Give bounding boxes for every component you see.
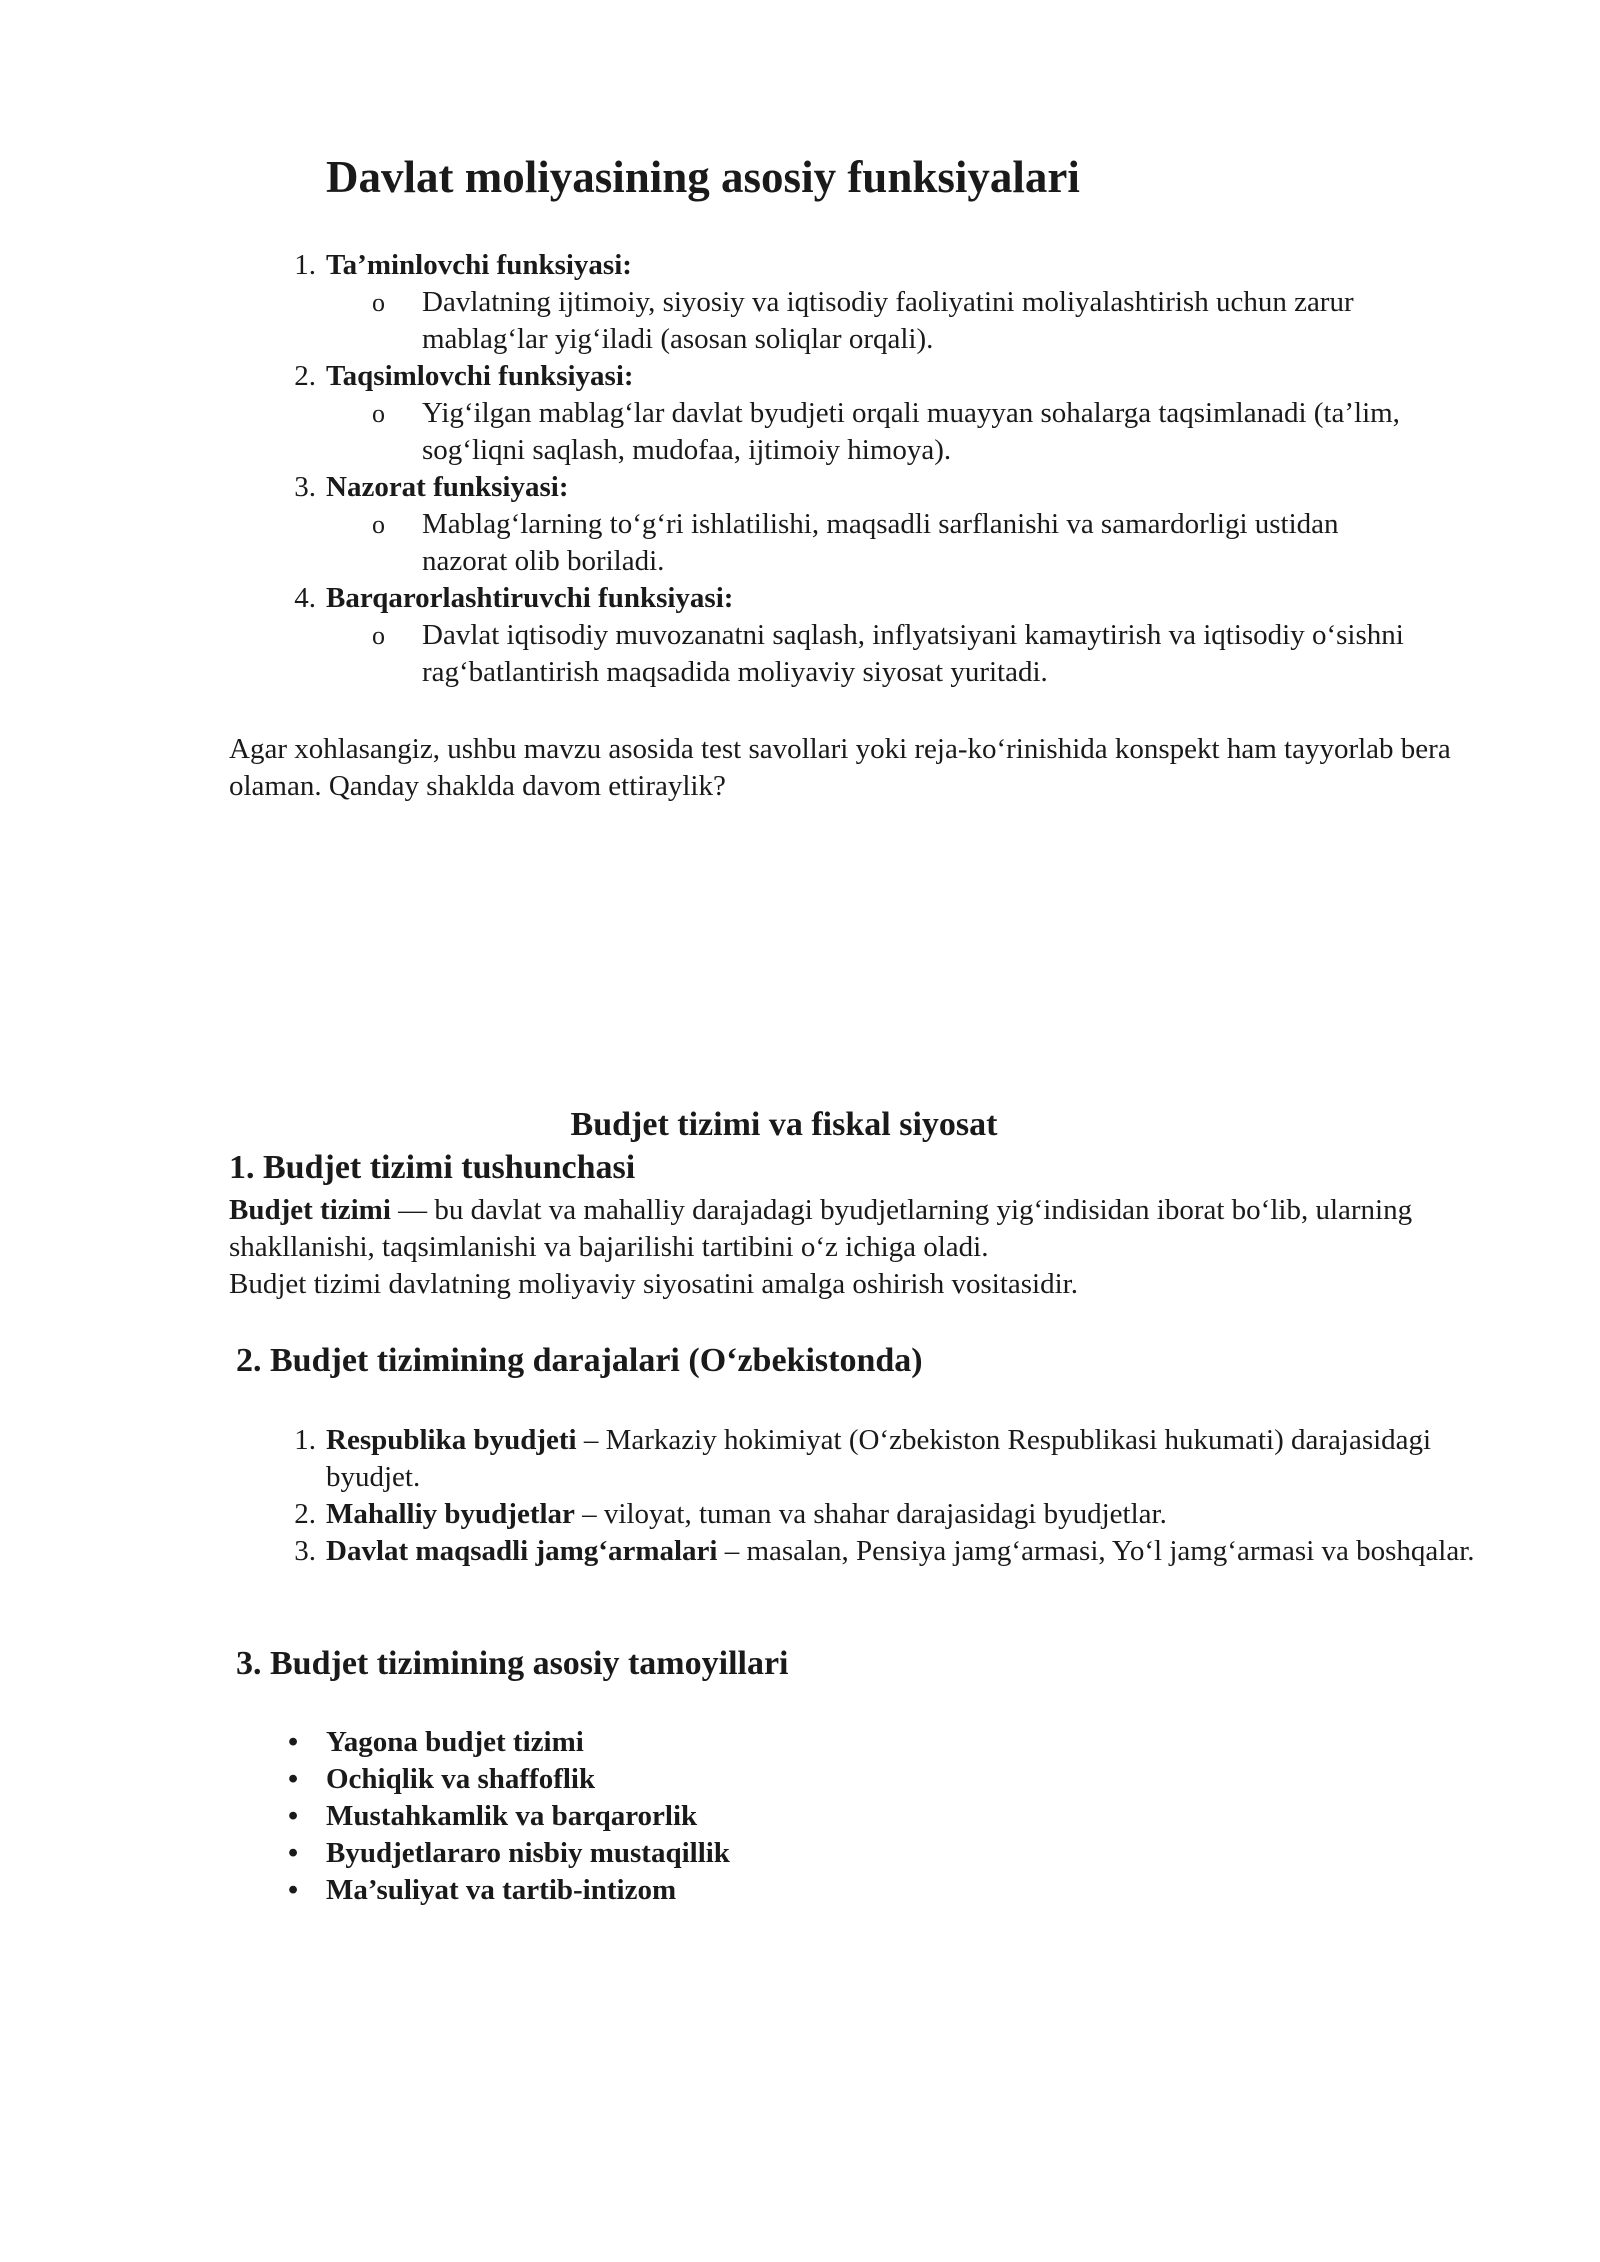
- list-item: [276, 1872, 1176, 1909]
- level-term: Respublika byudjeti: [326, 1424, 577, 1456]
- principle-text: Mustahkamlik va barqarorlik: [326, 1800, 698, 1832]
- bullet-marker: o: [372, 399, 385, 428]
- list-number: 4.: [294, 582, 316, 614]
- budget-heading: Budjet tizimi va fiskal siyosat: [570, 1106, 998, 1143]
- function-detail: [372, 284, 1476, 358]
- principle-text: Ma’suliyat va tartib-intizom: [326, 1874, 677, 1906]
- bullet-marker: o: [372, 510, 385, 539]
- function-detail: [372, 395, 1476, 469]
- budget-definition: [229, 1192, 1479, 1303]
- function-detail-list: [326, 395, 1476, 469]
- level-text: – Markaziy hokimiyat (O‘zbekiston Respublikasi hukumati) darajasidagi byudjet.: [326, 1424, 1432, 1493]
- function-detail-list: [326, 617, 1476, 691]
- definition-text: — bu davlat va mahalliy darajadagi byudjetlarning yig‘indisidan iborat bo‘lib, ularning shakllanishi, taqsimlanishi va bajarilishi tartibini o‘z ichiga oladi.: [229, 1194, 1413, 1263]
- closing-paragraph: Agar xohlasangiz, ushbu mavzu asosida test savollari yoki reja-ko‘rinishida konspekt ham tayyorlab bera olaman. Qanday shaklda davom ettiraylik?: [229, 733, 1451, 802]
- level-term: Davlat maqsadli jamg‘armalari: [326, 1535, 718, 1567]
- definition-note: Budjet tizimi davlatning moliyaviy siyosatini amalga oshirish vositasidir.: [229, 1268, 1078, 1300]
- functions-list: [276, 247, 1476, 691]
- list-number: 3.: [294, 1535, 316, 1567]
- list-number: 3.: [294, 471, 316, 503]
- function-detail-text: Mablag‘larning to‘g‘ri ishlatilishi, maqsadli sarflanishi va samardorligi ustidan nazorat olib boriladi.: [422, 508, 1339, 577]
- list-number: 2.: [294, 1498, 316, 1530]
- function-name: Ta’minlovchi funksiyasi:: [326, 249, 632, 281]
- bullet-marker: o: [372, 621, 385, 650]
- function-detail: [372, 506, 1476, 580]
- function-detail-text: Davlat iqtisodiy muvozanatni saqlash, inflyatsiyani kamaytirish va iqtisodiy o‘sishni rag‘batlantirish maqsadida moliyaviy siyosat yuritadi.: [422, 619, 1404, 688]
- level-text: – viloyat, tuman va shahar darajasidagi byudjetlar.: [574, 1498, 1167, 1530]
- list-item: [276, 469, 1476, 580]
- list-item: [276, 1724, 1176, 1761]
- document-title: Davlat moliyasining asosiy funksiyalari: [326, 152, 1080, 202]
- section-heading: 2. Budjet tizimining darajalari (O‘zbekistonda): [236, 1342, 923, 1379]
- bullet-marker: •: [288, 1837, 299, 1869]
- principle-text: Byudjetlararo nisbiy mustaqillik: [326, 1837, 730, 1869]
- function-detail-text: Davlatning ijtimoiy, siyosiy va iqtisodiy faoliyatini moliyalashtirish uchun zarur mablag‘lar yig‘iladi (asosan soliqlar orqali).: [422, 286, 1354, 355]
- list-number: 1.: [294, 1424, 316, 1456]
- level-term: Mahalliy byudjetlar: [326, 1498, 575, 1530]
- function-detail-list: [326, 506, 1476, 580]
- bullet-marker: •: [288, 1800, 299, 1832]
- list-item: [276, 1422, 1476, 1496]
- section-heading: 3. Budjet tizimining asosiy tamoyillari: [236, 1645, 789, 1682]
- bullet-marker: •: [288, 1874, 299, 1906]
- function-name: Barqarorlashtiruvchi funksiyasi:: [326, 582, 734, 614]
- principles-list: [276, 1724, 1176, 1909]
- list-item: [276, 1496, 1476, 1533]
- bullet-marker: •: [288, 1726, 299, 1758]
- function-detail-list: [326, 284, 1476, 358]
- principle-text: Yagona budjet tizimi: [326, 1726, 584, 1758]
- definition-term: Budjet tizimi: [229, 1194, 391, 1226]
- list-item: [276, 358, 1476, 469]
- list-item: [276, 247, 1476, 358]
- list-item: [276, 1533, 1476, 1570]
- list-item: [276, 1798, 1176, 1835]
- definition-line: [229, 1192, 1479, 1266]
- function-detail: [372, 617, 1476, 691]
- function-name: Nazorat funksiyasi:: [326, 471, 569, 503]
- principle-text: Ochiqlik va shaffoflik: [326, 1763, 596, 1795]
- list-item: [276, 1761, 1176, 1798]
- section-heading: 1. Budjet tizimi tushunchasi: [229, 1149, 636, 1186]
- list-number: 2.: [294, 360, 316, 392]
- list-number: 1.: [294, 249, 316, 281]
- bullet-marker: •: [288, 1763, 299, 1795]
- list-item: [276, 1835, 1176, 1872]
- budget-levels-list: [276, 1422, 1476, 1570]
- function-name: Taqsimlovchi funksiyasi:: [326, 360, 634, 392]
- level-text: – masalan, Pensiya jamg‘armasi, Yo‘l jamg‘armasi va boshqalar.: [717, 1535, 1475, 1567]
- list-item: [276, 580, 1476, 691]
- bullet-marker: o: [372, 288, 385, 317]
- function-detail-text: Yig‘ilgan mablag‘lar davlat byudjeti orqali muayyan sohalarga taqsimlanadi (ta’lim, sog‘liqni saqlash, mudofaa, ijtimoiy himoya).: [422, 397, 1400, 466]
